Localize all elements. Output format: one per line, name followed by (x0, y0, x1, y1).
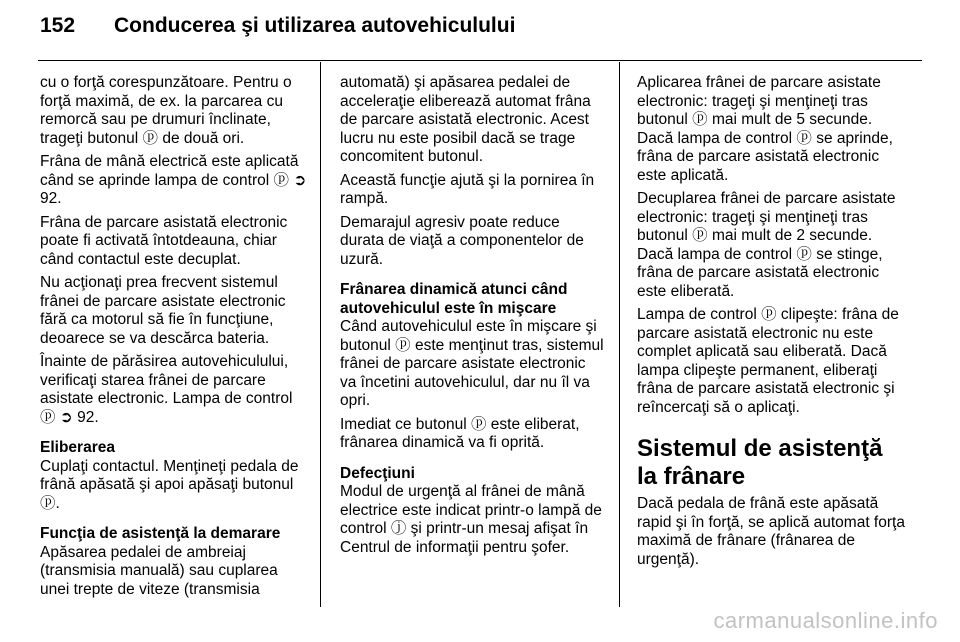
paragraph: Frâna de mână electrică este aplicată când se aprinde lampa de control ⓟ ➲ 92. (40, 153, 307, 207)
chapter-heading: Sistemul de asistenţă la frânare (637, 435, 883, 490)
section-heading: Frânarea dinamică atunci când autovehiculul este în mişcare (340, 281, 568, 317)
page-title: Conducerea şi utilizarea autovehiculului (114, 14, 516, 37)
column-1 (40, 74, 310, 604)
paragraph: Aplicarea frânei de parcare asistate electronic: trageţi şi menţineţi tras butonul ⓟ mai mult de 5 secunde. Dacă lampa de control ⓟ se aprinde, frâna de parcare asistată electronic este aplicată. (637, 74, 893, 184)
section-heading: Defecţiuni (340, 464, 415, 482)
paragraph: Frâna de parcare asistată electronic poate fi activată întotdeauna, chiar când contactul este decuplat. (40, 213, 288, 268)
paragraph: Nu acţionaţi prea frecvent sistemul frânei de parcare asistate electronic fără ca motorul să fie în funcţiune, deoarece se va descărca bateria. (40, 274, 286, 347)
header-rule (38, 60, 922, 61)
paragraph: Înainte de părăsirea autovehiculului, verificaţi starea frânei de parcare asistate electronic. Lampa de control ⓟ ➲ 92. (40, 353, 293, 426)
paragraph: Apăsarea pedalei de ambreiaj (transmisia manuală) sau cuplarea unei trepte de viteze (transmisia (40, 543, 278, 598)
paragraph: Această funcţie ajută şi la pornirea în rampă. (340, 171, 595, 207)
paragraph: Modul de urgenţă al frânei de mână electrice este indicat printr-o lampă de control ⓙ şi printr-un mesaj afişat în Centrul de informaţii pentru şofer. (340, 483, 602, 556)
paragraph: cu o forţă corespunzătoare. Pentru o forţă maximă, de ex. la parcarea cu remorcă sau pe drumuri înclinate, trageţi butonul ⓟ de două ori. (40, 74, 292, 147)
section-heading: Funcţia de asistenţă la demarare (40, 525, 281, 542)
watermark: carmanualsonline.info (713, 608, 938, 633)
paragraph: Dacă pedala de frână este apăsată rapid şi în forţă, se aplică automat forţa maximă de frânare (frânarea de urgenţă). (637, 495, 905, 568)
paragraph: Lampa de control ⓟ clipeşte: frâna de parcare asistată electronic nu este complet aplicată sau eliberată. Dacă lampa clipeşte permanent, eliberaţi frâna de parcare asistată electronic şi reîncercaţi să o aplicaţi. (637, 306, 899, 416)
page-number: 152 (40, 14, 76, 37)
paragraph: Decuplarea frânei de parcare asistate electronic: trageţi şi menţineţi tras butonul ⓟ mai mult de 2 secunde. Dacă lampa de control ⓟ se stinge, frâna de parcare asistată electronic este eliberată. (637, 190, 896, 300)
column-3 (637, 74, 905, 574)
paragraph: Cuplaţi contactul. Menţineţi pedala de frână apăsată şi apoi apăsaţi butonul ⓟ. (40, 457, 299, 512)
column-divider-1 (320, 62, 321, 607)
paragraph: automată) şi apăsarea pedalei de acceleraţie eliberează automat frâna de parcare asistată electronic. Acest lucru nu este posibil dacă se trage concomitent butonul. (340, 74, 591, 165)
paragraph: Demarajul agresiv poate reduce durata de viaţă a componentelor de uzură. (340, 213, 584, 268)
column-2 (340, 74, 604, 562)
paragraph: Când autovehiculul este în mişcare şi butonul ⓟ este menţinut tras, sistemul frânei de parcare asistate electronic va încetini autovehiculul, dar nu îl va opri. (340, 318, 604, 409)
page-header (40, 14, 515, 54)
column-divider-2 (619, 62, 620, 607)
section-heading: Eliberarea (40, 439, 115, 456)
paragraph: Imediat ce butonul ⓟ este eliberat, frânarea dinamică va fi oprită. (340, 415, 580, 451)
